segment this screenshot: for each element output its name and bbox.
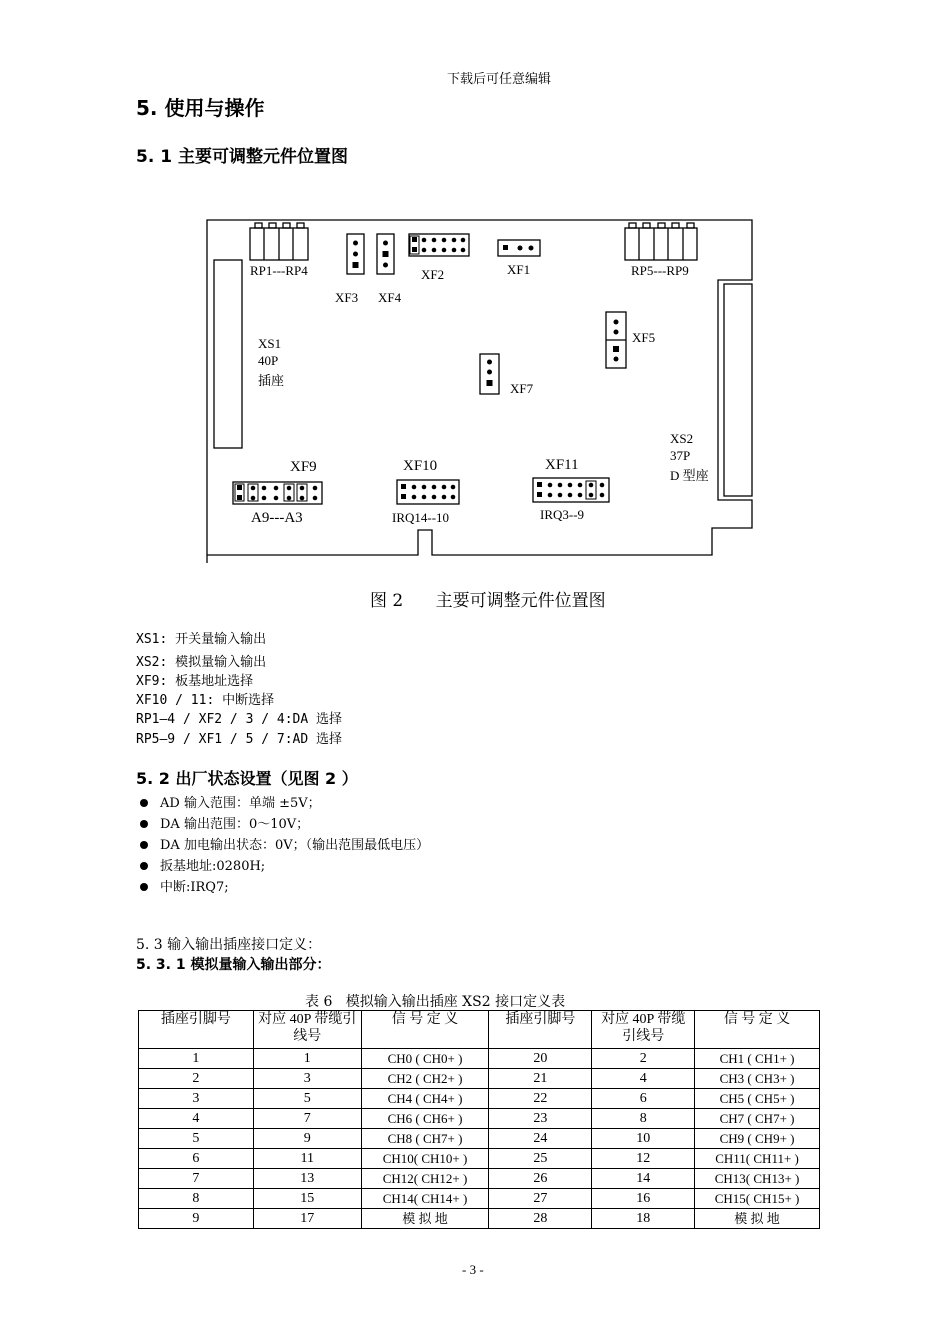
- label-irq14-10: IRQ14--10: [392, 510, 450, 525]
- label-xf11: XF11: [545, 457, 579, 473]
- header-note: 下载后可任意编辑: [447, 71, 552, 86]
- table-cell: CH9 ( CH9+ ): [695, 1129, 820, 1149]
- table-cell: 12: [592, 1149, 695, 1169]
- bullet-icon: [140, 841, 148, 849]
- table-cell: 16: [592, 1189, 695, 1209]
- table-cell: 5: [253, 1089, 361, 1109]
- table-cell: CH5 ( CH5+ ): [695, 1089, 820, 1109]
- table-header-cell: 插座引脚号: [139, 1011, 254, 1049]
- bullet-icon: [140, 799, 148, 807]
- table-cell: 14: [592, 1169, 695, 1189]
- table-cell: 9: [139, 1209, 254, 1229]
- table-cell: 18: [592, 1209, 695, 1229]
- table-cell: 7: [139, 1169, 254, 1189]
- label-xf4: XF4: [378, 290, 402, 305]
- label-rp1-rp4: RP1---RP4: [250, 263, 308, 278]
- table-cell: 6: [592, 1089, 695, 1109]
- table-cell: 8: [592, 1109, 695, 1129]
- subsection-5-3-title: 5. 3 输入输出插座接口定义：: [136, 937, 322, 953]
- table-header-cell: 对应 40P 带缆引线号: [253, 1011, 361, 1049]
- table-row: [139, 1209, 820, 1229]
- table-row: [139, 1149, 820, 1169]
- bullet-icon: [140, 862, 148, 870]
- list-item: 中断:IRQ7;: [136, 877, 429, 898]
- factory-settings-list: [136, 793, 429, 898]
- legend-line: XS1: 开关量输入输出: [136, 632, 267, 647]
- label-xf2: XF2: [421, 267, 445, 282]
- table-cell: CH13( CH13+ ): [695, 1169, 820, 1189]
- table-cell: 2: [592, 1049, 695, 1069]
- label-xf10: XF10: [403, 458, 438, 474]
- table-cell: CH4 ( CH4+ ): [361, 1089, 489, 1109]
- table-cell: 17: [253, 1209, 361, 1229]
- table-cell: CH3 ( CH3+ ): [695, 1069, 820, 1089]
- list-item: DA 输出范围：0～10V；: [136, 814, 429, 835]
- legend-line: RP1—4 / XF2 / 3 / 4:DA 选择: [136, 712, 343, 727]
- label-xs2: XS2: [670, 431, 694, 446]
- table-cell: 1: [139, 1049, 254, 1069]
- list-item: AD 输入范围：单端 ±5V；: [136, 793, 429, 814]
- page-number: - 3 -: [462, 1262, 484, 1277]
- table-caption: 表 6 模拟输入输出插座 XS2 接口定义表: [305, 994, 566, 1010]
- table-row: [139, 1129, 820, 1149]
- table-cell: 模 拟 地: [361, 1209, 489, 1229]
- label-xf7: XF7: [510, 381, 534, 396]
- table-cell: 28: [489, 1209, 592, 1229]
- table-row: [139, 1109, 820, 1129]
- table-cell: 6: [139, 1149, 254, 1169]
- subsection-5-1-title: 5. 1 主要可调整元件位置图: [136, 147, 348, 167]
- bullet-icon: [140, 820, 148, 828]
- table-cell: 15: [253, 1189, 361, 1209]
- table-cell: CH12( CH12+ ): [361, 1169, 489, 1189]
- table-cell: CH11( CH11+ ): [695, 1149, 820, 1169]
- table-cell: CH15( CH15+ ): [695, 1189, 820, 1209]
- table-header-cell: 信 号 定 义: [695, 1011, 820, 1049]
- legend-line: RP5—9 / XF1 / 5 / 7:AD 选择: [136, 732, 343, 747]
- table-cell: 22: [489, 1089, 592, 1109]
- table-cell: CH10( CH10+ ): [361, 1149, 489, 1169]
- table-cell: 20: [489, 1049, 592, 1069]
- table-cell: CH0 ( CH0+ ): [361, 1049, 489, 1069]
- label-irq3-9: IRQ3--9: [540, 507, 585, 522]
- table-header-cell: 信 号 定 义: [361, 1011, 489, 1049]
- legend-line: XF9: 板基地址选择: [136, 674, 254, 689]
- table-cell: 5: [139, 1129, 254, 1149]
- table-cell: 1: [253, 1049, 361, 1069]
- bullet-icon: [140, 883, 148, 891]
- section-title: 5. 使用与操作: [136, 96, 265, 120]
- table-row: [139, 1069, 820, 1089]
- list-item: DA 加电输出状态：0V；（输出范围最低电压）: [136, 835, 429, 856]
- label-xs2-type: D 型座: [670, 468, 709, 483]
- table-row: [139, 1169, 820, 1189]
- table-cell: 11: [253, 1149, 361, 1169]
- table-cell: 9: [253, 1129, 361, 1149]
- table-cell: CH7 ( CH7+ ): [695, 1109, 820, 1129]
- table-cell: 模 拟 地: [695, 1209, 820, 1229]
- label-xf9: XF9: [290, 459, 317, 475]
- table-row: [139, 1049, 820, 1069]
- table-cell: CH8 ( CH7+ ): [361, 1129, 489, 1149]
- board-outline: [0, 0, 950, 620]
- xs2-pin-definition-table: [138, 1010, 820, 1229]
- table-cell: 4: [139, 1109, 254, 1129]
- table-cell: CH2 ( CH2+ ): [361, 1069, 489, 1089]
- table-cell: 23: [489, 1109, 592, 1129]
- table-row: [139, 1089, 820, 1109]
- label-xs1: XS1: [258, 336, 282, 351]
- label-xs1-pins: 40P: [258, 353, 279, 368]
- list-item: 扳基地址:0280H;: [136, 856, 429, 877]
- table-cell: 7: [253, 1109, 361, 1129]
- subsection-5-3-1-title: 5. 3. 1 模拟量输入输出部分：: [136, 957, 331, 973]
- label-xf3: XF3: [335, 290, 359, 305]
- label-xf1: XF1: [507, 262, 531, 277]
- table-cell: CH6 ( CH6+ ): [361, 1109, 489, 1129]
- table-cell: 26: [489, 1169, 592, 1189]
- table-body: [139, 1049, 820, 1229]
- table-cell: 25: [489, 1149, 592, 1169]
- label-rp5-rp9: RP5---RP9: [631, 263, 689, 278]
- table-cell: 8: [139, 1189, 254, 1209]
- table-cell: 24: [489, 1129, 592, 1149]
- table-cell: 21: [489, 1069, 592, 1089]
- label-xs1-type: 插座: [258, 373, 285, 388]
- board-diagram: [0, 0, 950, 620]
- table-cell: 4: [592, 1069, 695, 1089]
- label-a9-a3: A9---A3: [251, 510, 303, 526]
- subsection-5-2-title: 5. 2 出厂状态设置（见图 2 ）: [136, 769, 358, 788]
- label-xs2-pins: 37P: [670, 448, 691, 463]
- table-cell: 3: [139, 1089, 254, 1109]
- table-cell: CH14( CH14+ ): [361, 1189, 489, 1209]
- legend-line: XS2: 模拟量输入输出: [136, 655, 267, 670]
- table-row: [139, 1189, 820, 1209]
- legend-line: XF10 / 11: 中断选择: [136, 693, 275, 708]
- table-cell: CH1 ( CH1+ ): [695, 1049, 820, 1069]
- table-cell: 13: [253, 1169, 361, 1189]
- table-header-cell: 插座引脚号: [489, 1011, 592, 1049]
- figure-caption: 图 2 主要可调整元件位置图: [370, 591, 606, 611]
- table-cell: 10: [592, 1129, 695, 1149]
- label-xf5: XF5: [632, 330, 656, 345]
- table-cell: 27: [489, 1189, 592, 1209]
- table-cell: 3: [253, 1069, 361, 1089]
- table-header-cell: 对应 40P 带缆引线号: [592, 1011, 695, 1049]
- table-cell: 2: [139, 1069, 254, 1089]
